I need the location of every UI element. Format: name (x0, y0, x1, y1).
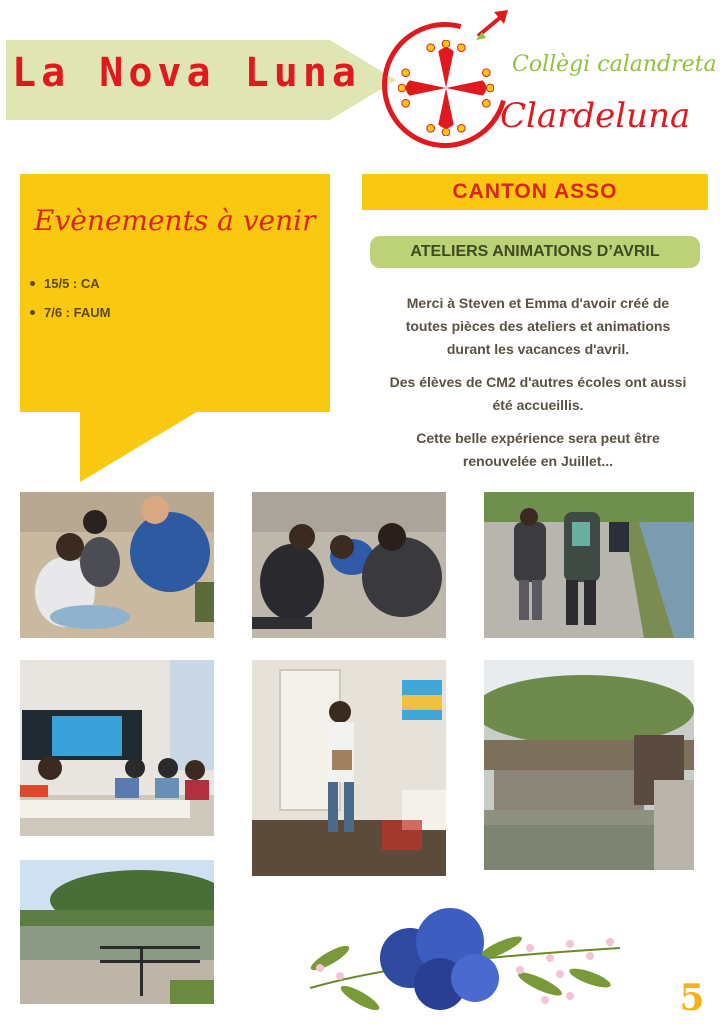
group-walking-towpath-photo (484, 492, 694, 638)
article-paragraph-1: Merci à Steven et Emma d'avoir créé de toutes pièces des ateliers et animations durant les vacances d'avril. (405, 295, 671, 357)
event-item: 7/6 : FAUM (30, 305, 110, 320)
section-title: CANTON ASSO (452, 180, 618, 203)
article-paragraph-2: Des élèves de CM2 d'autres écoles ont aussi été accueillis. (389, 374, 687, 413)
blue-flowers-decoration (300, 898, 630, 1014)
children-crouching-photo (252, 492, 446, 638)
events-box-tail (80, 410, 200, 482)
classroom-video-game-photo (20, 660, 214, 836)
article-subtitle: ATELIERS ANIMATIONS D’AVRIL (410, 243, 660, 260)
school-name-line1: Collègi calandreta (512, 52, 717, 77)
section-banner (362, 174, 708, 210)
school-name-line2: Clardeluna (500, 96, 691, 136)
event-item: 15/5 : CA (30, 276, 110, 291)
bullet-icon (30, 281, 35, 286)
canal-lock-photo (484, 660, 694, 870)
occitan-cross-icon (398, 40, 494, 136)
events-title: Evènements à venir (34, 204, 316, 237)
man-with-flute-photo (252, 660, 446, 876)
logo-arrow-icon (472, 6, 512, 46)
page-number-badge (672, 974, 712, 1018)
newsletter-title: La Nova Luna (12, 50, 361, 96)
children-sitting-on-ground-photo (20, 492, 214, 638)
canal-basin-photo (20, 860, 214, 1004)
subtitle-pill (370, 236, 700, 268)
bullet-icon (30, 310, 35, 315)
events-list (30, 276, 110, 334)
svg-text:5: 5 (679, 977, 705, 1018)
article-paragraph-3: Cette belle expérience sera peut être renouvelée en Juillet... (416, 430, 660, 469)
